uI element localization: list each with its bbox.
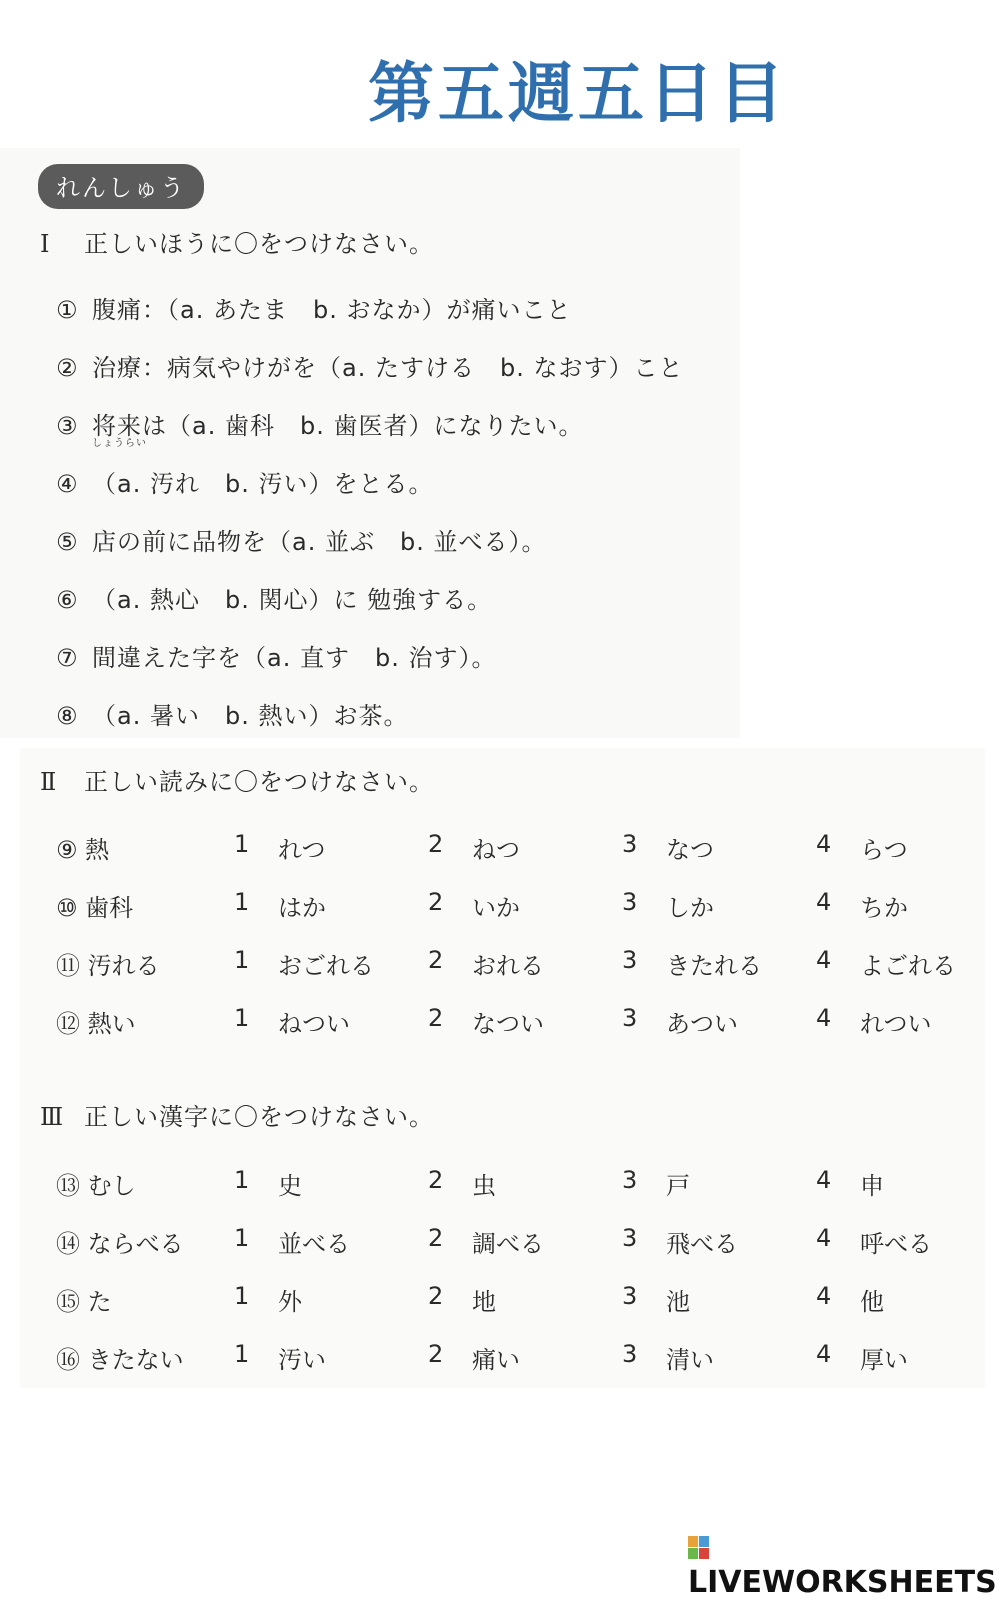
question-4[interactable]: ④ （a. 汚れ b. 汚い）をとる。 — [56, 470, 434, 498]
section-1-instruction: 正しいほうに〇をつけなさい。 — [84, 230, 434, 258]
choice[interactable]: 呼べる — [860, 1230, 932, 1258]
practice-badge: れんしゅう — [38, 164, 204, 209]
reading-row-10: ⑩ 歯科 1 はか 2 いか 3 しか 4 ちか — [56, 888, 908, 922]
reading-row-11: ⑪ 汚れる 1 おごれる 2 おれる 3 きたれる 4 よごれる — [56, 946, 956, 980]
section-2-instruction: 正しい読みに〇をつけなさい。 — [84, 768, 434, 796]
kanji-row-16: ⑯ きたない 1 汚い 2 痛い 3 清い 4 厚い — [56, 1340, 908, 1374]
choice[interactable]: らつ — [860, 836, 908, 864]
choice[interactable]: 池 — [666, 1288, 690, 1316]
section-1-heading — [40, 224, 434, 259]
choice[interactable]: よごれる — [860, 952, 956, 980]
section-3-number: Ⅲ — [40, 1103, 65, 1131]
question-3[interactable]: ③ 将来は（a. 歯科 b. 歯医者）になりたい。 — [56, 412, 584, 440]
section-3-heading — [40, 1097, 434, 1132]
choice[interactable]: れつ — [278, 836, 326, 864]
choice[interactable]: きたれる — [666, 952, 762, 980]
choice[interactable]: なつい — [472, 1010, 544, 1038]
choice[interactable]: なつ — [666, 836, 714, 864]
choice[interactable]: 史 — [278, 1172, 302, 1200]
choice[interactable]: はか — [278, 894, 326, 922]
reading-row-9: ⑨ 熱 1 れつ 2 ねつ 3 なつ 4 らつ — [56, 830, 908, 864]
furigana-shourai: しょうらい — [92, 438, 147, 449]
logo-icon — [688, 1536, 710, 1560]
choice[interactable]: 外 — [278, 1288, 302, 1316]
section-3-instruction: 正しい漢字に〇をつけなさい。 — [84, 1103, 434, 1131]
choice[interactable]: 調べる — [472, 1230, 544, 1258]
choice[interactable]: いか — [472, 894, 520, 922]
question-5[interactable]: ⑤ 店の前に品物を（a. 並ぶ b. 並べる）。 — [56, 528, 547, 556]
choice[interactable]: 他 — [860, 1288, 884, 1316]
question-7[interactable]: ⑦ 間違えた字を（a. 直す b. 治す）。 — [56, 644, 497, 672]
choice[interactable]: 申 — [860, 1172, 884, 1200]
choice[interactable]: 痛い — [472, 1346, 520, 1374]
choice[interactable]: れつい — [860, 1010, 932, 1038]
section-2-heading — [40, 762, 434, 797]
choice[interactable]: 汚い — [278, 1346, 326, 1374]
kanji-row-15: ⑮ た 1 外 2 地 3 池 4 他 — [56, 1282, 884, 1316]
choice[interactable]: 厚い — [860, 1346, 908, 1374]
page-title: 第五週五日目 — [368, 55, 788, 132]
choice[interactable]: 清い — [666, 1346, 714, 1374]
section-1-number: I — [40, 230, 51, 258]
liveworksheets-logo: LIVEWORKSHEETS — [688, 1530, 1000, 1600]
question-6[interactable]: ⑥ （a. 熱心 b. 関心）に 勉強する。 — [56, 586, 493, 614]
choice[interactable]: 虫 — [472, 1172, 496, 1200]
kanji-row-14: ⑭ ならべる 1 並べる 2 調べる 3 飛べる 4 呼べる — [56, 1224, 932, 1258]
kanji-row-13: ⑬ むし 1 史 2 虫 3 戸 4 申 — [56, 1166, 884, 1200]
choice[interactable]: しか — [666, 894, 714, 922]
reading-row-12: ⑫ 熱い 1 ねつい 2 なつい 3 あつい 4 れつい — [56, 1004, 932, 1038]
choice[interactable]: 地 — [472, 1288, 496, 1316]
question-2[interactable]: ② 治療：病気やけがを（a. たすける b. なおす）こと — [56, 354, 684, 382]
choice[interactable]: あつい — [666, 1010, 738, 1038]
choice[interactable]: ねつい — [278, 1010, 350, 1038]
choice[interactable]: 並べる — [278, 1230, 350, 1258]
choice[interactable]: ねつ — [472, 836, 520, 864]
choice[interactable]: 飛べる — [666, 1230, 738, 1258]
choice[interactable]: ちか — [860, 894, 908, 922]
question-1[interactable]: ① 腹痛：（a. あたま b. おなか）が痛いこと — [56, 296, 572, 324]
question-8[interactable]: ⑧ （a. 暑い b. 熱い）お茶。 — [56, 702, 409, 730]
choice[interactable]: おごれる — [278, 952, 374, 980]
choice[interactable]: 戸 — [666, 1172, 690, 1200]
section-2-number: Ⅱ — [40, 768, 58, 796]
choice[interactable]: おれる — [472, 952, 544, 980]
